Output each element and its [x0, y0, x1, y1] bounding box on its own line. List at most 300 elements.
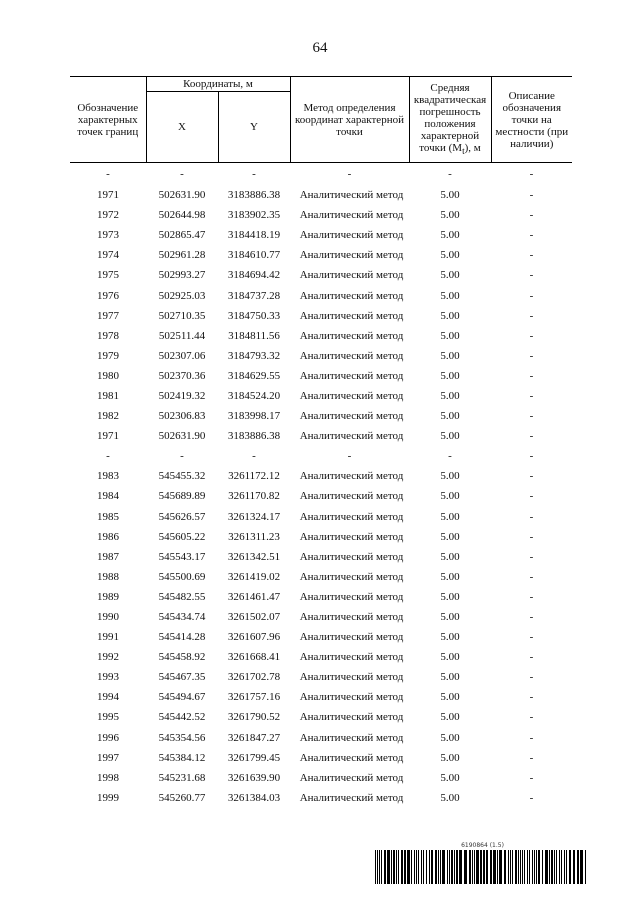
- cell-description: -: [529, 671, 534, 684]
- cell-description: -: [529, 470, 534, 483]
- cell-method: Аналитический метод: [299, 349, 404, 362]
- cell-coord-x: 502511.44: [158, 329, 206, 342]
- cell-error: 5.00: [440, 751, 460, 764]
- cell-coord-x: 545500.69: [158, 570, 206, 583]
- cell-point-number: 1993: [97, 671, 119, 684]
- cell-description: -: [529, 249, 534, 262]
- table-row: [70, 446, 572, 466]
- cell-description: -: [529, 570, 534, 583]
- barcode-bar: [464, 850, 467, 884]
- cell-point-number: 1983: [97, 470, 119, 483]
- page-number: 64: [312, 40, 328, 56]
- cell-coord-x: 545455.32: [158, 470, 206, 483]
- cell-method: Аналитический метод: [299, 410, 404, 423]
- cell-error: 5.00: [440, 410, 460, 423]
- cell-method: Аналитический метод: [299, 711, 404, 724]
- cell-error: -: [448, 450, 452, 463]
- cell-description: -: [529, 490, 534, 503]
- cell-coord-x: 545689.89: [158, 490, 206, 503]
- table-header: [70, 77, 572, 163]
- cell-point-number: 1971: [97, 430, 119, 443]
- cell-error: 5.00: [440, 510, 460, 523]
- cell-coord-x: 545414.28: [158, 631, 206, 644]
- table-row: [70, 285, 572, 305]
- cell-method: -: [347, 450, 352, 463]
- cell-coord-y: 3261419.02: [227, 570, 281, 583]
- barcode-bar: [585, 850, 586, 884]
- cell-error: 5.00: [440, 631, 460, 644]
- cell-description: -: [529, 430, 534, 443]
- cell-method: Аналитический метод: [299, 470, 404, 483]
- cell-coord-y: 3261790.52: [227, 711, 281, 724]
- cell-error: 5.00: [440, 691, 460, 704]
- barcode-bar: [469, 850, 471, 884]
- header-method: Метод определения координат характерной точки: [290, 77, 409, 163]
- cell-coord-x: 502993.27: [158, 269, 206, 282]
- cell-coord-x: 502961.28: [158, 249, 206, 262]
- cell-error: 5.00: [440, 329, 460, 342]
- cell-error: 5.00: [440, 209, 460, 222]
- cell-coord-y: 3183902.35: [227, 209, 281, 222]
- cell-description: -: [529, 209, 534, 222]
- cell-coord-x: 545442.52: [158, 711, 206, 724]
- table-row: [70, 406, 572, 426]
- cell-point-number: 1997: [97, 751, 119, 764]
- table-row: [70, 245, 572, 265]
- table-row: [70, 667, 572, 687]
- cell-point-number: 1975: [97, 269, 119, 282]
- table-row: [70, 607, 572, 627]
- cell-method: Аналитический метод: [299, 309, 404, 322]
- barcode-bar: [536, 850, 537, 884]
- cell-point-number: -: [106, 450, 110, 463]
- cell-method: Аналитический метод: [299, 329, 404, 342]
- barcode-bar: [472, 850, 473, 884]
- cell-method: Аналитический метод: [299, 611, 404, 624]
- cell-point-number: 1996: [97, 731, 119, 744]
- barcode-bar: [398, 850, 399, 884]
- barcode-bar: [486, 850, 488, 884]
- cell-description: -: [529, 309, 534, 322]
- cell-point-number: 1994: [97, 691, 119, 704]
- barcode-bar: [527, 850, 528, 884]
- cell-description: -: [529, 168, 534, 180]
- table-row: [70, 366, 572, 386]
- cell-method: Аналитический метод: [299, 209, 404, 222]
- cell-method: Аналитический метод: [299, 490, 404, 503]
- barcode-bar: [377, 850, 378, 884]
- cell-method: Аналитический метод: [299, 771, 404, 784]
- barcode-bar: [426, 850, 427, 884]
- barcode-bar: [480, 850, 482, 884]
- cell-method: Аналитический метод: [299, 369, 404, 382]
- cell-method: Аналитический метод: [299, 671, 404, 684]
- cell-coord-y: 3184811.56: [228, 329, 280, 342]
- cell-point-number: 1998: [97, 771, 119, 784]
- cell-coord-y: 3261702.78: [227, 671, 281, 684]
- cell-coord-x: 545434.74: [158, 611, 206, 624]
- barcode-bar: [411, 850, 412, 884]
- table-row: [70, 306, 572, 326]
- table-row: [70, 326, 572, 346]
- cell-coord-y: 3184629.55: [227, 369, 281, 382]
- barcode-bar: [580, 850, 583, 884]
- table-row: [70, 507, 572, 527]
- cell-coord-y: 3184793.32: [227, 349, 281, 362]
- cell-coord-x: 545354.56: [158, 731, 206, 744]
- barcode-bar: [381, 850, 382, 884]
- barcode-bar: [440, 850, 441, 884]
- cell-coord-y: 3261607.96: [227, 631, 281, 644]
- cell-point-number: 1979: [97, 349, 119, 362]
- cell-error: 5.00: [440, 389, 460, 402]
- barcode-bar: [559, 850, 560, 884]
- table-row: [70, 687, 572, 707]
- barcode-code: 6190864 (1.5): [461, 842, 504, 849]
- cell-coord-y: 3261757.16: [227, 691, 281, 704]
- cell-coord-x: 545467.35: [158, 671, 206, 684]
- cell-coord-x: 545260.77: [158, 791, 206, 804]
- cell-description: -: [529, 611, 534, 624]
- barcode-bar: [538, 850, 540, 884]
- cell-point-number: 1986: [97, 530, 119, 543]
- cell-description: -: [529, 711, 534, 724]
- barcode-bar: [391, 850, 392, 884]
- cell-point-number: 1987: [97, 550, 119, 563]
- cell-method: Аналитический метод: [299, 550, 404, 563]
- barcode-bar: [438, 850, 439, 884]
- cell-description: -: [529, 189, 534, 202]
- barcode-bar: [401, 850, 403, 884]
- cell-error: 5.00: [440, 530, 460, 543]
- barcode-bar: [414, 850, 415, 884]
- cell-coord-y: 3184418.19: [227, 229, 281, 242]
- cell-method: Аналитический метод: [299, 430, 404, 443]
- barcode-bar: [529, 850, 530, 884]
- cell-coord-x: 545482.55: [158, 590, 206, 603]
- header-x: X: [146, 92, 218, 163]
- cell-coord-x: 545543.17: [158, 550, 206, 563]
- cell-coord-y: 3184750.33: [227, 309, 281, 322]
- cell-method: Аналитический метод: [299, 691, 404, 704]
- barcode-bar: [520, 850, 521, 884]
- cell-coord-x: 502925.03: [158, 289, 206, 302]
- cell-coord-y: 3261461.47: [227, 590, 281, 603]
- cell-point-number: 1973: [97, 229, 119, 242]
- cell-description: -: [529, 631, 534, 644]
- barcode-bar: [551, 850, 553, 884]
- cell-description: -: [529, 590, 534, 603]
- cell-description: -: [529, 349, 534, 362]
- cell-method: Аналитический метод: [299, 731, 404, 744]
- cell-coord-y: 3261170.82: [228, 490, 280, 503]
- cell-coord-y: 3184524.20: [227, 389, 281, 402]
- cell-method: Аналитический метод: [299, 751, 404, 764]
- cell-error: 5.00: [440, 550, 460, 563]
- cell-description: -: [529, 410, 534, 423]
- cell-error: 5.00: [440, 289, 460, 302]
- cell-error: 5.00: [440, 269, 460, 282]
- cell-coord-y: 3261172.12: [228, 470, 280, 483]
- cell-coord-x: 502644.98: [158, 209, 206, 222]
- cell-error: 5.00: [440, 229, 460, 242]
- cell-error: 5.00: [440, 249, 460, 262]
- cell-error: 5.00: [440, 590, 460, 603]
- cell-point-number: 1989: [97, 590, 119, 603]
- cell-method: Аналитический метод: [299, 590, 404, 603]
- cell-coord-y: 3261799.45: [227, 751, 281, 764]
- barcode-bar: [476, 850, 479, 884]
- cell-point-number: 1992: [97, 651, 119, 664]
- cell-coord-x: -: [180, 168, 184, 180]
- table-row: [70, 527, 572, 547]
- cell-method: Аналитический метод: [299, 510, 404, 523]
- barcode-bar: [569, 850, 571, 884]
- cell-coord-y: 3261502.07: [227, 611, 281, 624]
- cell-description: -: [529, 731, 534, 744]
- barcode-bar: [407, 850, 410, 884]
- cell-error: 5.00: [440, 490, 460, 503]
- barcode-bar: [577, 850, 579, 884]
- table-row: [70, 547, 572, 567]
- barcode-bar: [393, 850, 395, 884]
- barcode-bar: [416, 850, 417, 884]
- cell-error: 5.00: [440, 711, 460, 724]
- cell-coord-y: 3261639.90: [227, 771, 281, 784]
- barcode-bar: [508, 850, 509, 884]
- table-body: [70, 163, 572, 808]
- table-row: [70, 748, 572, 768]
- cell-description: -: [529, 691, 534, 704]
- barcode-bar: [532, 850, 533, 884]
- barcode-bar: [564, 850, 565, 884]
- cell-point-number: 1976: [97, 289, 119, 302]
- cell-coord-x: 502419.32: [158, 389, 206, 402]
- barcode-bar: [396, 850, 397, 884]
- cell-method: Аналитический метод: [299, 389, 404, 402]
- table-row: [70, 768, 572, 788]
- barcode-bar: [497, 850, 498, 884]
- barcode-bar: [518, 850, 519, 884]
- header-point-designation: Обозначение характерных точек границ: [70, 77, 146, 163]
- barcode-bar: [510, 850, 511, 884]
- table-row: [70, 707, 572, 727]
- barcode-bar: [447, 850, 448, 884]
- cell-coord-y: -: [252, 450, 256, 463]
- barcode: [375, 842, 590, 884]
- cell-point-number: 1982: [97, 410, 119, 423]
- barcode-bar: [499, 850, 502, 884]
- cell-description: -: [529, 329, 534, 342]
- barcode-bar: [504, 850, 506, 884]
- header-description: Описание обозначения точки на местности (при наличии): [491, 77, 572, 163]
- cell-coord-y: 3184737.28: [227, 289, 281, 302]
- cell-coord-x: 545626.57: [158, 510, 206, 523]
- barcode-bar: [545, 850, 548, 884]
- cell-error: 5.00: [440, 791, 460, 804]
- table-row: [70, 163, 572, 186]
- cell-error: 5.00: [440, 671, 460, 684]
- cell-method: Аналитический метод: [299, 570, 404, 583]
- table-row: [70, 346, 572, 366]
- table-row: [70, 426, 572, 446]
- table-row: [70, 728, 572, 748]
- cell-description: -: [529, 751, 534, 764]
- table-row: [70, 788, 572, 808]
- table-row: [70, 567, 572, 587]
- cell-description: -: [529, 530, 534, 543]
- barcode-bar: [554, 850, 555, 884]
- cell-coord-y: 3261847.27: [227, 731, 281, 744]
- cell-point-number: 1991: [97, 631, 119, 644]
- header-error-post: ), м: [464, 141, 481, 154]
- barcode-bar: [451, 850, 453, 884]
- cell-point-number: 1984: [97, 490, 119, 503]
- cell-coord-x: 502306.83: [158, 410, 206, 423]
- barcode-bars: [375, 850, 590, 884]
- cell-coord-y: 3261324.17: [227, 510, 281, 523]
- cell-description: -: [529, 651, 534, 664]
- cell-coord-x: 545384.12: [158, 751, 206, 764]
- cell-method: -: [347, 168, 352, 180]
- table-row: [70, 205, 572, 225]
- barcode-bar: [493, 850, 496, 884]
- cell-error: 5.00: [440, 651, 460, 664]
- barcode-bar: [418, 850, 419, 884]
- cell-coord-x: 545458.92: [158, 651, 206, 664]
- barcode-bar: [431, 850, 433, 884]
- barcode-bar: [542, 850, 543, 884]
- header-coordinates: Координаты, м: [146, 77, 290, 92]
- cell-coord-x: 545231.68: [158, 771, 206, 784]
- cell-point-number: 1988: [97, 570, 119, 583]
- barcode-bar: [483, 850, 485, 884]
- cell-coord-x: 502631.90: [158, 189, 206, 202]
- table-row: [70, 386, 572, 406]
- header-error-sub: t: [462, 146, 465, 157]
- cell-point-number: 1995: [97, 711, 119, 724]
- cell-error: 5.00: [440, 369, 460, 382]
- barcode-bar: [549, 850, 550, 884]
- cell-description: -: [529, 389, 534, 402]
- barcode-bar: [449, 850, 450, 884]
- cell-coord-y: 3183998.17: [227, 410, 281, 423]
- cell-method: Аналитический метод: [299, 269, 404, 282]
- barcode-bar: [490, 850, 492, 884]
- cell-error: -: [448, 168, 452, 180]
- cell-point-number: 1990: [97, 611, 119, 624]
- cell-error: 5.00: [440, 611, 460, 624]
- cell-coord-x: 502307.06: [158, 349, 206, 362]
- table-row: [70, 486, 572, 506]
- table-row: [70, 225, 572, 245]
- cell-description: -: [529, 550, 534, 563]
- cell-point-number: -: [106, 168, 110, 180]
- barcode-bar: [566, 850, 567, 884]
- barcode-bar: [474, 850, 475, 884]
- cell-coord-y: 3183886.38: [227, 430, 281, 443]
- header-error-pre: Средняя квадратическая погрешность положения характерной точки (M: [413, 81, 487, 154]
- cell-description: -: [529, 510, 534, 523]
- cell-coord-x: 502370.36: [158, 369, 206, 382]
- barcode-bar: [522, 850, 523, 884]
- cell-coord-y: 3261384.03: [227, 791, 281, 804]
- cell-coord-x: 502865.47: [158, 229, 206, 242]
- cell-point-number: 1981: [97, 389, 119, 402]
- cell-point-number: 1971: [97, 189, 119, 202]
- barcode-bar: [404, 850, 406, 884]
- cell-error: 5.00: [440, 309, 460, 322]
- cell-coord-x: 545494.67: [158, 691, 206, 704]
- cell-method: Аналитический метод: [299, 229, 404, 242]
- cell-coord-y: 3183886.38: [227, 189, 281, 202]
- barcode-bar: [421, 850, 422, 884]
- barcode-bar: [375, 850, 376, 884]
- cell-description: -: [529, 450, 534, 463]
- table-row: [70, 627, 572, 647]
- header-y: Y: [218, 92, 290, 163]
- cell-method: Аналитический метод: [299, 289, 404, 302]
- barcode-bar: [379, 850, 380, 884]
- table-row: [70, 587, 572, 607]
- cell-coord-y: -: [252, 168, 256, 180]
- cell-point-number: 1972: [97, 209, 119, 222]
- table-row: [70, 466, 572, 486]
- cell-error: 5.00: [440, 430, 460, 443]
- cell-error: 5.00: [440, 470, 460, 483]
- cell-point-number: 1977: [97, 309, 119, 322]
- barcode-bar: [387, 850, 390, 884]
- barcode-bar: [512, 850, 513, 884]
- cell-coord-y: 3261668.41: [227, 651, 281, 664]
- cell-description: -: [529, 791, 534, 804]
- barcode-bar: [534, 850, 535, 884]
- cell-coord-x: 502631.90: [158, 430, 206, 443]
- cell-error: 5.00: [440, 349, 460, 362]
- cell-method: Аналитический метод: [299, 189, 404, 202]
- barcode-bar: [459, 850, 462, 884]
- cell-method: Аналитический метод: [299, 530, 404, 543]
- cell-coord-y: 3261311.23: [228, 530, 280, 543]
- cell-point-number: 1985: [97, 510, 119, 523]
- barcode-bar: [442, 850, 445, 884]
- cell-point-number: 1999: [97, 791, 119, 804]
- barcode-bar: [384, 850, 386, 884]
- cell-point-number: 1978: [97, 329, 119, 342]
- cell-description: -: [529, 289, 534, 302]
- cell-error: 5.00: [440, 570, 460, 583]
- table-row: [70, 647, 572, 667]
- cell-point-number: 1974: [97, 249, 119, 262]
- barcode-bar: [515, 850, 517, 884]
- cell-coord-y: 3184694.42: [227, 269, 281, 282]
- barcode-bar: [429, 850, 430, 884]
- cell-description: -: [529, 269, 534, 282]
- table-row: [70, 265, 572, 285]
- cell-method: Аналитический метод: [299, 651, 404, 664]
- cell-method: Аналитический метод: [299, 791, 404, 804]
- cell-coord-x: 545605.22: [158, 530, 206, 543]
- cell-coord-y: 3261342.51: [227, 550, 281, 563]
- cell-error: 5.00: [440, 731, 460, 744]
- barcode-bar: [435, 850, 437, 884]
- barcode-bar: [454, 850, 455, 884]
- cell-coord-y: 3184610.77: [227, 249, 281, 262]
- cell-error: 5.00: [440, 189, 460, 202]
- table-row: [70, 185, 572, 205]
- cell-method: Аналитический метод: [299, 249, 404, 262]
- barcode-bar: [573, 850, 575, 884]
